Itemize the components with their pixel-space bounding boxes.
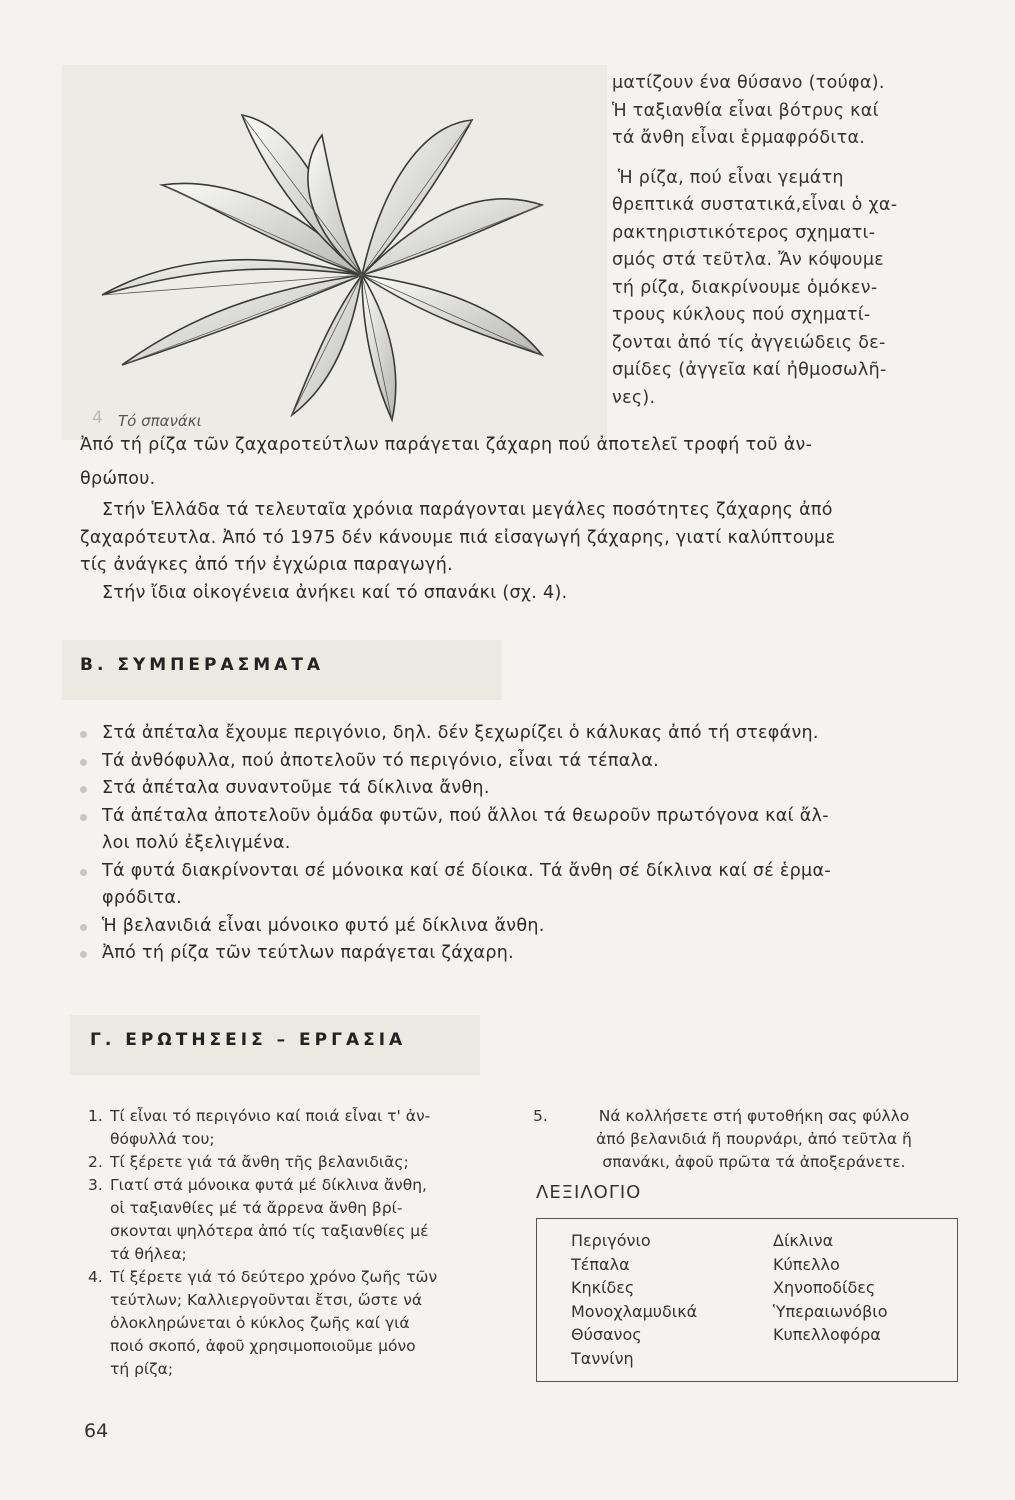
list-item [80,775,960,803]
side-line: τά ἄνθη εἶναι ἑρμαφρόδιτα. [612,128,866,148]
list-item [80,803,960,858]
question-text: Γιατί στά μόνοικα φυτά μέ δίκλινα ἄνθη, οἱ ταξιανθίες μέ τά ἄρρενα ἄνθη βρί- σκονται ψηλότερα ἀπό τίς ταξιανθίες μέ τά θήλεα; [110,1176,429,1263]
side-line: τρους κύκλους πού σχηματί- [612,305,871,325]
side-line: Ἡ ταξιανθία εἶναι βότρυς καί [612,100,879,121]
lexicon-box [536,1218,958,1382]
question-text: Νά κολλήσετε στή φυτοθήκη σας φύλλο ἀπό βελανιδιά ἤ πουρνάρι, ἀπό τεῦτλα ἤ σπανάκι, ἀφοῦ πρῶτα τά ἀποξεράνετε. [596,1107,912,1171]
lexicon-term: Περιγόνιο [571,1231,651,1250]
section-b-heading: Β. ΣΥΜΠΕΡΑΣΜΑΤΑ [80,655,325,675]
lexicon-term: Ταννίνη [571,1348,634,1368]
figure-number: 4 [92,408,103,428]
side-line: τή ρίζα, διακρίνουμε ὁμόκεν- [612,277,878,298]
bullet-icon [80,759,87,766]
lexicon-term: Θύσανος [571,1325,642,1344]
lexicon-term: Τέπαλα [571,1254,630,1274]
question-item [88,1105,508,1151]
question-text: Τί εἶναι τό περιγόνιο καί ποιά εἶναι τ' ἀν- θόφυλλά του; [110,1107,431,1148]
lexicon-column-2 [773,1229,887,1347]
bullet-icon [80,924,87,931]
lexicon-term: Κύπελλο [773,1254,840,1274]
question-item [88,1151,508,1174]
side-line: ρακτηριστικότερος σχηματι- [612,222,876,243]
side-line: νες). [612,387,656,408]
body-line: Στήν ἴδια οἰκογένεια ἀνήκει καί τό σπανάκι (σχ. 4). [102,582,568,603]
body-line: τίς ἀνάγκες ἀπό τήν ἐγχώρια παραγωγή. [80,555,453,575]
figure-caption: Τό σπανάκι [118,412,202,430]
bullet-icon [80,869,87,876]
question-text: Τί ξέρετε γιά τά ἄνθη τῆς βελανιδιᾶς; [110,1153,409,1171]
list-item [80,913,960,941]
body-text [80,432,950,607]
lexicon-term: Δίκλινα [773,1231,834,1250]
list-item [80,858,960,913]
side-line: ζονται ἀπό τίς ἀγγειώδεις δε- [612,332,886,353]
questions-list [88,1105,508,1381]
question-item [88,1174,508,1266]
lexicon-column-1 [571,1229,697,1370]
side-line: Ἡ ρίζα, πού εἶναι γεμάτη [618,167,844,188]
summary-text: Τά ἀνθόφυλλα, πού ἀποτελοῦν τό περιγόνιο, εἶναι τά τέπαλα. [102,750,659,771]
question-number: 4. [88,1268,103,1286]
question-text: Τί ξέρετε γιά τό δεύτερο χρόνο ζωῆς τῶν τεύτλων; Καλλιεργοῦνται ἔτσι, ὥστε νά ὁλοκληρώνεται ὁ κύκλος ζωῆς καί γιά ποιό σκοπό, ἀφοῦ χρησιμοποιοῦμε μόνο τή ρίζα; [110,1268,438,1378]
lexicon-term: Κυπελλοφόρα [773,1325,881,1344]
question-item [533,1105,953,1174]
summary-text: Στά ἀπέταλα συναντοῦμε τά δίκλινα ἄνθη. [102,778,490,798]
lexicon-term: Χηνοποδίδες [773,1278,876,1297]
body-line: ζαχαρότευτλα. Ἀπό τό 1975 δέν κάνουμε πιά εἰσαγωγή ζάχαρης, γιατί καλύπτουμε [80,527,836,548]
summary-text: Ἀπό τή ρίζα τῶν τεύτλων παράγεται ζάχαρη. [102,943,514,963]
question-number: 3. [88,1176,103,1194]
bullet-icon [80,951,87,958]
list-item [80,748,960,776]
page-number: 64 [84,1420,109,1442]
bullet-icon [80,814,87,821]
bullet-icon [80,786,87,793]
summary-list [80,720,960,968]
section-g-heading: Γ. ΕΡΩΤΗΣΕΙΣ – ΕΡΓΑΣΙΑ [90,1030,407,1050]
bullet-icon [80,731,87,738]
summary-text: Τά ἀπέταλα ἀποτελοῦν ὁμάδα φυτῶν, πού ἄλλοι τά θεωροῦν πρωτόγονα καί ἄλ- λοι πολύ ἐξελιγμένα. [102,805,829,853]
body-line: θρώπου. [80,468,156,489]
lexicon-term: Μονοχλαμυδικά [571,1301,698,1321]
summary-text: Στά ἀπέταλα ἔχουμε περιγόνιο, δηλ. δέν ξεχωρίζει ὁ κάλυκας ἀπό τή στεφάνη. [102,723,819,743]
body-line: Στήν Ἑλλάδα τά τελευταῖα χρόνια παράγονται μεγάλες ποσότητες ζάχαρης ἀπό [102,500,833,520]
lexicon-title: ΛΕΞΙΛΟΓΙΟ [536,1182,642,1203]
question-number: 1. [88,1107,103,1125]
side-line: σμός στά τεῦτλα. Ἄν κόψουμε [612,250,885,270]
summary-text: Ἡ βελανιδιά εἶναι μόνοικο φυτό μέ δίκλινα ἄνθη. [102,915,545,936]
question-item [88,1266,508,1381]
list-item [80,720,960,748]
summary-text: Τά φυτά διακρίνονται σέ μόνοικα καί σέ δίοικα. Τά ἄνθη σέ δίκλινα καί σέ ἑρμα- φρόδιτα. [102,860,831,908]
lexicon-term: Ὑπεραιωνόβιο [773,1301,888,1321]
side-text-column [612,70,947,412]
spinach-illustration [62,65,607,440]
body-line: Ἀπό τή ρίζα τῶν ζαχαροτεύτλων παράγεται ζάχαρη πού ἀποτελεῖ τροφή τοῦ ἀν- [80,435,813,455]
side-line: σμίδες (ἀγγεῖα καί ἠθμοσωλῆ- [612,360,887,380]
side-line: ματίζουν ένα θύσανο (τούφα). [612,73,885,93]
question-number: 2. [88,1153,103,1171]
lexicon-term: Κηκίδες [571,1278,635,1297]
question-number: 5. [533,1107,548,1125]
side-line: θρεπτικά συστατικά,εἶναι ὁ χα- [612,195,898,215]
spinach-drawing [62,65,607,440]
list-item [80,940,960,968]
